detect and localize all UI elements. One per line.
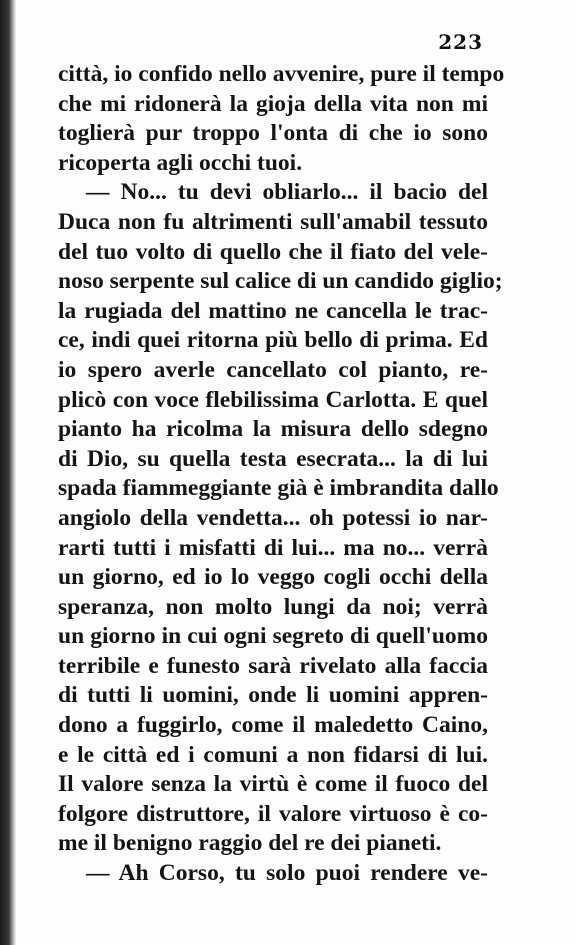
body-text (58, 60, 505, 889)
text-line: di Dio, su quella testa esecrata... la di lui (58, 445, 488, 472)
text-line: — No... tu devi obliarlo... il bacio del (86, 179, 488, 206)
text-line: angiolo della vendetta... oh potessi io nar- (58, 504, 488, 531)
text-line: ricoperta agli occhi tuoi. (58, 149, 303, 176)
page-number: 223 (438, 30, 483, 54)
text-line: rarti tutti i misfatti di lui... ma no... verrà (58, 534, 488, 561)
text-line: me il benigno raggio del re dei pianeti. (58, 830, 442, 857)
text-line: del tuo volto di quello che il fiato del vele- (58, 238, 488, 265)
text-line: un giorno in cui ogni segreto di quell'uomo (58, 623, 488, 650)
text-line: speranza, non molto lungi da noi; verrà (58, 593, 488, 620)
text-line: un giorno, ed io lo veggo cogli occhi della (58, 564, 488, 591)
text-line: terribile e funesto sarà rivelato alla faccia (58, 652, 488, 679)
text-line: io spero averle cancellato col pianto, re- (58, 356, 488, 383)
text-line: dono a fuggirlo, come il maledetto Caino, (58, 712, 488, 739)
text-line: spada fiammeggiante già è imbrandita dallo (58, 475, 499, 502)
text-line: che mi ridonerà la gioja della vita non mi (58, 90, 488, 117)
text-line: noso serpente sul calice di un candido giglio; (58, 268, 503, 295)
text-line: plicò con voce flebilissima Carlotta. E quel (58, 386, 488, 413)
book-spine-shadow (0, 0, 16, 945)
text-line: Duca non fu altrimenti sull'amabil tessuto (58, 208, 488, 235)
text-line: Il valore senza la virtù è come il fuoco del (58, 771, 488, 798)
text-line: e le città ed i comuni a non fidarsi di lui. (58, 741, 488, 768)
text-line: — Ah Corso, tu solo puoi rendere ve- (86, 860, 488, 887)
text-line: la rugiada del mattino ne cancella le trac- (58, 297, 488, 324)
text-line: di tutti li uomini, onde li uomini appren- (58, 682, 488, 709)
text-line: toglierà pur troppo l'onta di che io sono (58, 120, 488, 147)
text-line: folgore distruttore, il valore virtuoso è co- (58, 800, 488, 827)
text-line: pianto ha ricolma la misura dello sdegno (58, 416, 488, 443)
text-line: ce, indi quei ritorna più bello di prima. Ed (58, 327, 488, 354)
text-line: città, io confido nello avvenire, pure il tempo (58, 61, 505, 87)
